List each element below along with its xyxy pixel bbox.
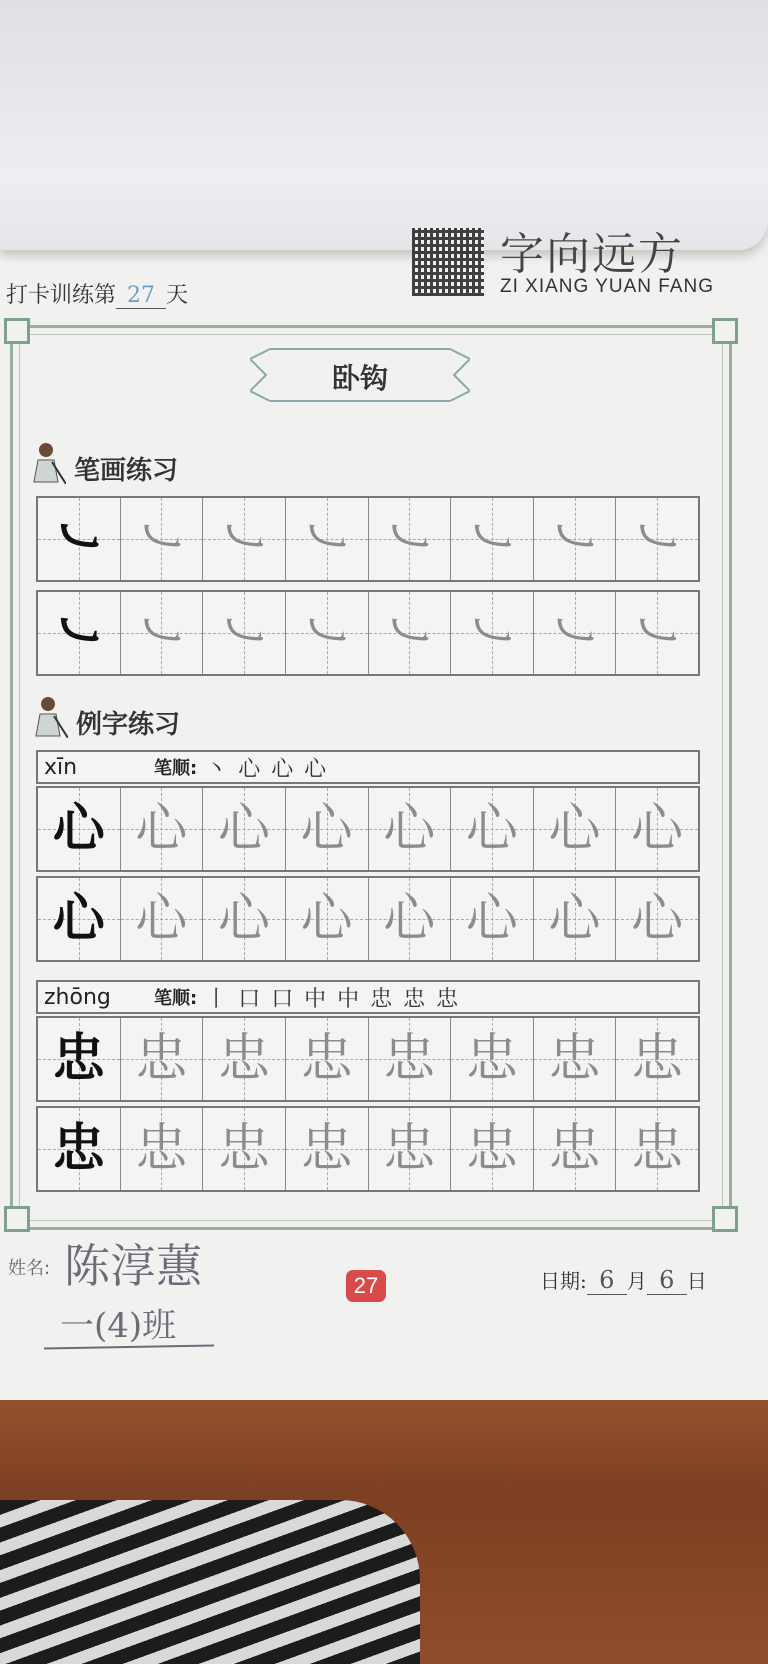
grid-cell[interactable]	[38, 498, 121, 580]
calligrapher-icon	[34, 694, 68, 738]
frame-corner-ornament	[4, 1206, 30, 1232]
char-row-xin-1	[36, 786, 700, 872]
grid-cell[interactable]	[616, 878, 698, 960]
name-label: 姓名:	[8, 1258, 51, 1279]
grid-cell[interactable]	[534, 1018, 617, 1100]
grid-cell[interactable]	[38, 788, 121, 870]
char-row-xin-2	[36, 876, 700, 962]
pinyin: xīn	[44, 754, 78, 780]
grid-cell[interactable]	[534, 592, 617, 674]
grid-cell[interactable]	[121, 878, 204, 960]
check-in-header	[6, 278, 188, 309]
practice-char: 心	[300, 799, 353, 859]
practice-char: 忠	[465, 1029, 518, 1089]
date-field	[540, 1265, 707, 1295]
grid-cell[interactable]	[451, 1018, 534, 1100]
grid-cell[interactable]	[534, 1108, 617, 1190]
grid-cell[interactable]	[616, 592, 698, 674]
grid-cell[interactable]	[451, 878, 534, 960]
grid-cell[interactable]	[369, 1018, 452, 1100]
page-number-badge: 27	[346, 1270, 386, 1302]
grid-cell[interactable]	[286, 878, 369, 960]
practice-char: 忠	[135, 1119, 188, 1179]
check-in-prefix: 打卡训练第	[6, 283, 117, 308]
practice-char: 忠	[135, 1029, 188, 1089]
grid-cell[interactable]	[451, 592, 534, 674]
frame-corner-ornament	[4, 318, 30, 344]
practice-stroke: ㇃	[631, 603, 684, 663]
practice-char: 心	[548, 889, 601, 949]
stroke-order: 丨 口 口 中 中 忠 忠 忠	[205, 986, 461, 1012]
practice-char: 心	[135, 799, 188, 859]
char-row-zhong-2	[36, 1106, 700, 1192]
practice-char: 忠	[631, 1029, 684, 1089]
grid-cell[interactable]	[203, 878, 286, 960]
date-month: 6	[587, 1266, 627, 1295]
grid-cell[interactable]	[616, 788, 698, 870]
model-char: 忠	[52, 1118, 105, 1179]
practice-stroke: ㇃	[218, 509, 271, 569]
grid-cell[interactable]	[286, 1108, 369, 1190]
practice-char: 心	[465, 889, 518, 949]
grid-cell[interactable]	[451, 788, 534, 870]
practice-stroke: ㇃	[300, 509, 353, 569]
qr-code-icon	[412, 228, 484, 296]
check-in-suffix: 天	[166, 283, 189, 308]
practice-stroke: ㇃	[383, 603, 436, 663]
grid-cell[interactable]	[38, 878, 121, 960]
practice-stroke: ㇃	[465, 509, 518, 569]
grid-cell[interactable]	[203, 592, 286, 674]
practice-char: 忠	[383, 1119, 436, 1179]
grid-cell[interactable]	[286, 592, 369, 674]
section-stroke-practice: 笔画练习	[74, 456, 179, 486]
stroke-order: 丶 心 心 心	[205, 756, 329, 782]
grid-cell[interactable]	[203, 1018, 286, 1100]
month-unit: 月	[626, 1269, 647, 1293]
practice-stroke: ㇃	[218, 603, 271, 663]
grid-cell[interactable]	[369, 498, 452, 580]
grid-cell[interactable]	[286, 498, 369, 580]
section-example-practice: 例字练习	[76, 710, 181, 740]
grid-cell[interactable]	[38, 1108, 121, 1190]
grid-cell[interactable]	[286, 788, 369, 870]
grid-cell[interactable]	[616, 1018, 698, 1100]
practice-char: 心	[300, 889, 353, 949]
practice-char: 忠	[465, 1119, 518, 1179]
practice-char: 心	[465, 799, 518, 859]
practice-stroke: ㇃	[465, 603, 518, 663]
practice-stroke: ㇃	[135, 509, 188, 569]
grid-cell[interactable]	[369, 788, 452, 870]
practice-char: 忠	[548, 1029, 601, 1089]
brand-chinese: 字向远方	[500, 229, 684, 280]
frame-corner-ornament	[712, 1206, 738, 1232]
grid-cell[interactable]	[203, 498, 286, 580]
calligrapher-icon	[32, 440, 66, 484]
practice-stroke: ㇃	[300, 603, 353, 663]
practice-char: 忠	[218, 1119, 271, 1179]
day-unit: 日	[686, 1269, 707, 1293]
grid-cell[interactable]	[38, 592, 121, 674]
char-row-zhong-1	[36, 1016, 700, 1102]
stroke-order-label: 笔顺:	[154, 758, 198, 779]
title-banner	[250, 345, 470, 405]
practice-char: 忠	[300, 1119, 353, 1179]
model-char: 心	[52, 888, 105, 949]
practice-char: 心	[548, 799, 601, 859]
practice-char: 忠	[383, 1029, 436, 1089]
practice-char: 心	[631, 799, 684, 859]
frame-corner-ornament	[712, 318, 738, 344]
grid-cell[interactable]	[369, 592, 452, 674]
grid-cell[interactable]	[534, 878, 617, 960]
turned-page-cover	[0, 0, 768, 250]
practice-char: 心	[383, 799, 436, 859]
grid-cell[interactable]	[451, 498, 534, 580]
pinyin: zhōng	[44, 984, 111, 1010]
stroke-order-label: 笔顺:	[154, 988, 198, 1009]
grid-cell[interactable]	[121, 498, 204, 580]
model-stroke: ㇃	[52, 602, 105, 663]
check-in-day: 27	[116, 283, 166, 309]
practice-stroke: ㇃	[383, 509, 436, 569]
grid-cell[interactable]	[38, 1018, 121, 1100]
grid-cell[interactable]	[451, 1108, 534, 1190]
student-class: 一(4)班	[60, 1306, 177, 1346]
grid-cell[interactable]	[534, 788, 617, 870]
practice-char: 心	[631, 889, 684, 949]
grid-cell[interactable]	[121, 592, 204, 674]
grid-cell[interactable]	[616, 498, 698, 580]
char-info-zhong	[36, 980, 700, 1014]
grid-cell[interactable]	[369, 1108, 452, 1190]
practice-char: 心	[218, 889, 271, 949]
practice-stroke: ㇃	[548, 509, 601, 569]
char-info-xin	[36, 750, 700, 784]
practice-stroke: ㇃	[135, 603, 188, 663]
practice-char: 心	[135, 889, 188, 949]
grid-cell[interactable]	[616, 1108, 698, 1190]
page-title: 卧钩	[331, 362, 388, 395]
grid-cell[interactable]	[203, 1108, 286, 1190]
date-label: 日期:	[540, 1269, 587, 1293]
stroke-row-1	[36, 496, 700, 582]
practice-char: 心	[218, 799, 271, 859]
practice-char: 心	[383, 889, 436, 949]
model-char: 忠	[52, 1028, 105, 1089]
striped-cloth	[0, 1500, 420, 1664]
grid-cell[interactable]	[369, 878, 452, 960]
model-char: 心	[52, 798, 105, 859]
model-stroke: ㇃	[52, 508, 105, 569]
brand-english: ZI XIANG YUAN FANG	[500, 276, 715, 297]
grid-cell[interactable]	[121, 1018, 204, 1100]
practice-char: 忠	[548, 1119, 601, 1179]
practice-stroke: ㇃	[548, 603, 601, 663]
practice-char: 忠	[631, 1119, 684, 1179]
grid-cell[interactable]	[534, 498, 617, 580]
grid-cell[interactable]	[286, 1018, 369, 1100]
date-day: 6	[647, 1266, 687, 1295]
practice-stroke: ㇃	[631, 509, 684, 569]
practice-char: 忠	[218, 1029, 271, 1089]
student-name: 陈淳蕙	[64, 1239, 202, 1293]
grid-cell[interactable]	[203, 788, 286, 870]
grid-cell[interactable]	[121, 1108, 204, 1190]
practice-char: 忠	[300, 1029, 353, 1089]
stroke-row-2	[36, 590, 700, 676]
grid-cell[interactable]	[121, 788, 204, 870]
